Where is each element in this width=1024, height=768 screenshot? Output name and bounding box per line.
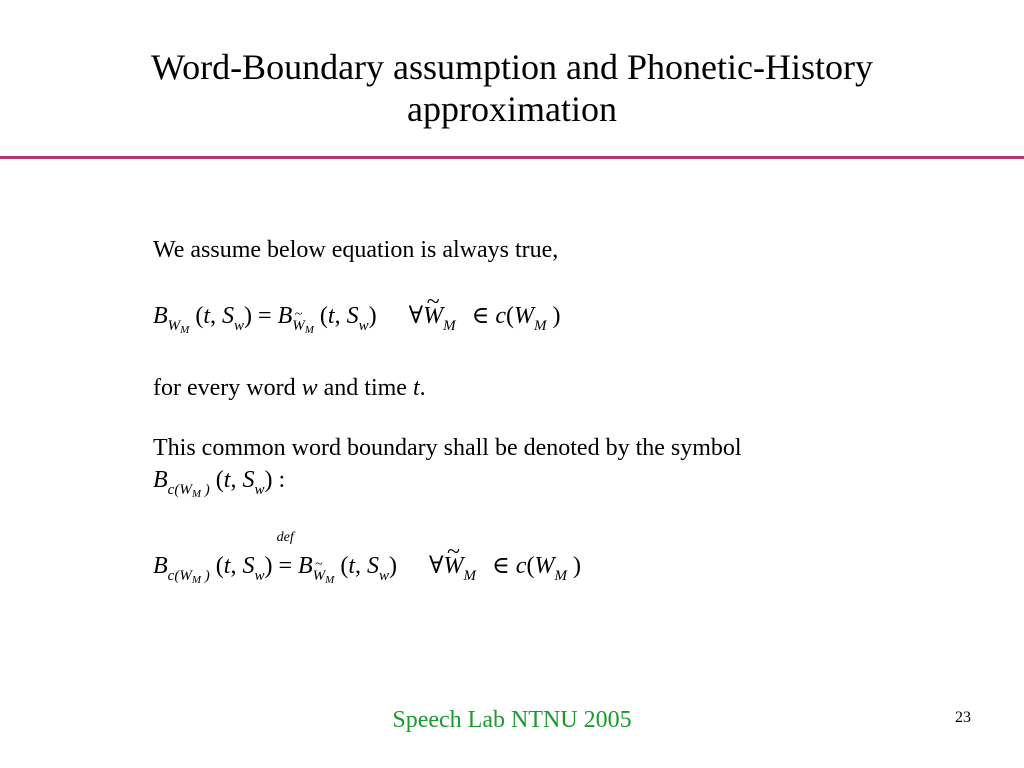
slide-title xyxy=(0,46,1024,130)
intro-text: We assume below equation is always true, xyxy=(153,237,559,263)
symbol-expression: $B_{c(W_M )}$ (t, $S_w$) : xyxy=(153,467,286,500)
page-number: 23 xyxy=(955,709,971,726)
var-t: t xyxy=(412,375,420,401)
for-end: . xyxy=(419,375,426,401)
for-mid: and time xyxy=(323,375,407,401)
title-line-2: approximation xyxy=(407,89,617,129)
var-w: w xyxy=(301,375,318,401)
title-line-1: Word-Boundary assumption and Phonetic-History xyxy=(150,47,873,87)
title-divider xyxy=(0,156,1024,159)
equation-2: $B_{c(W_M )}$ (t, $S_w$) def = B~ $_{W_M}$ (t, $S_w$) ∀~ $W_M$ ∈ $c(W_M$ ) xyxy=(153,552,581,584)
for-every-text xyxy=(153,374,426,402)
footer-lab-name: Speech Lab NTNU 2005 xyxy=(392,707,632,733)
def-label: def xyxy=(276,530,294,545)
defined-equals: def = xyxy=(278,552,292,580)
equation-1: $B_{W_M}$ (t, $S_w$) = B~ $_{W_M}$ (t, $S_w$) ∀~ $W_M$ ∈ $c(W_M$ ) xyxy=(153,302,561,334)
for-prefix: for every word xyxy=(153,375,296,401)
denote-text: This common word boundary shall be denoted by the symbol xyxy=(153,435,742,461)
